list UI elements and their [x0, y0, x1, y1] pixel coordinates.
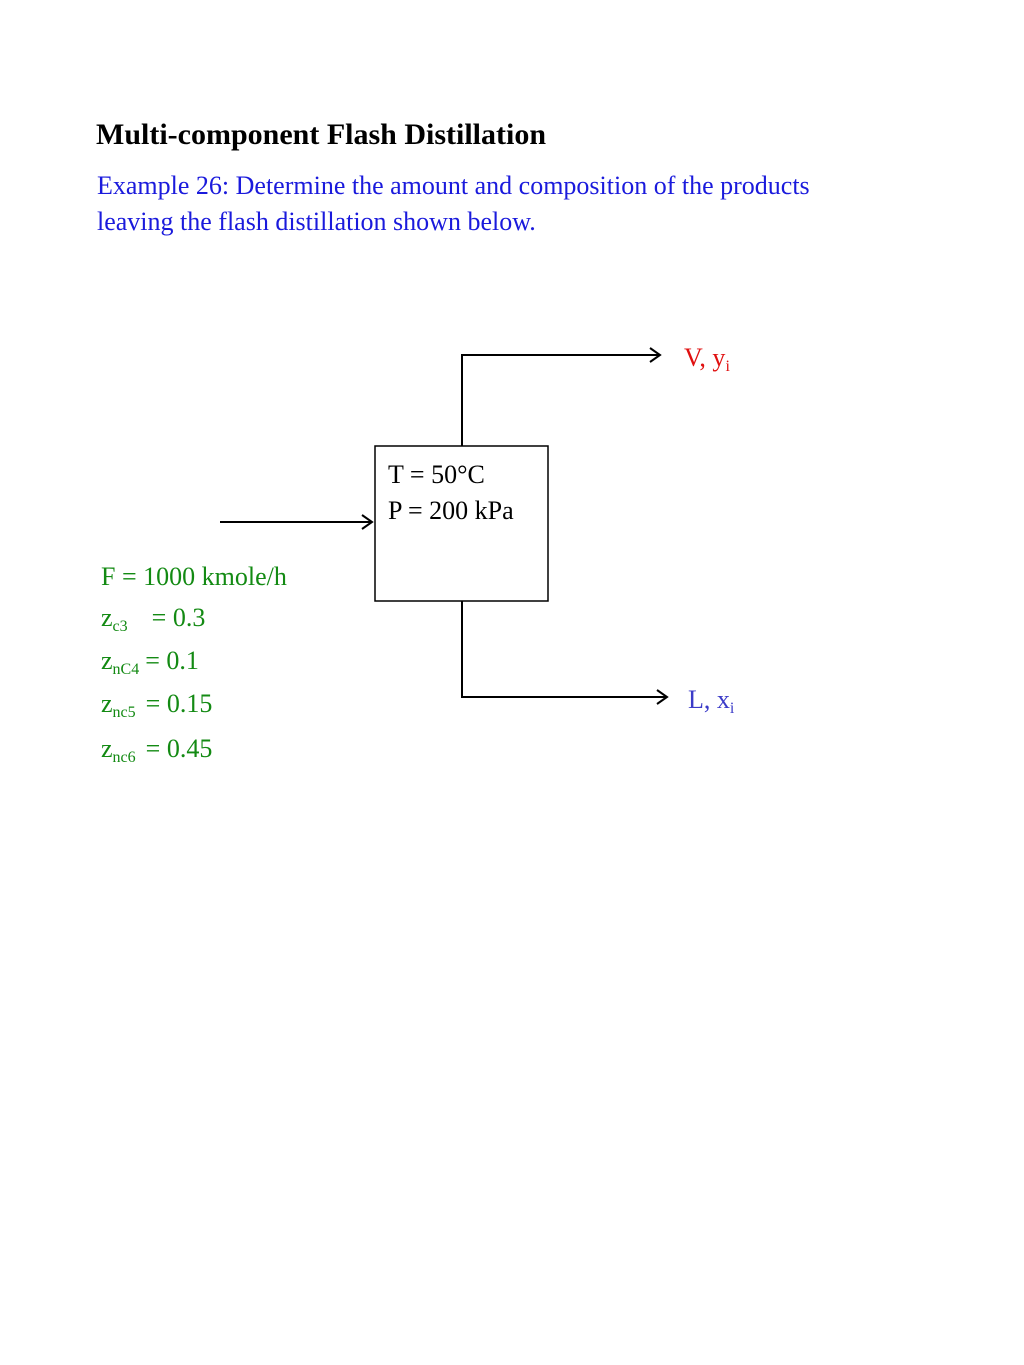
- feed-composition-c3: [101, 603, 205, 633]
- comp-symbol: z: [101, 689, 113, 718]
- feed-flow: F = 1000 kmole/h: [101, 562, 287, 591]
- drum-conditions: [388, 457, 514, 529]
- page-title: Multi-component Flash Distillation: [96, 118, 547, 151]
- vapor-stream-label: [684, 343, 730, 373]
- feed-composition-nc6: [101, 734, 212, 764]
- liquid-stream-label: [688, 685, 734, 715]
- drum-temperature: T = 50°C: [388, 460, 485, 489]
- comp-sub: nC4: [112, 661, 140, 678]
- comp-value: = 0.45: [145, 734, 213, 763]
- vapor-outlet-line: [462, 355, 660, 446]
- liquid-outlet-line: [462, 601, 667, 697]
- comp-sub: nc6: [112, 749, 136, 766]
- comp-symbol: z: [101, 734, 113, 763]
- comp-value: = 0.3: [151, 603, 206, 632]
- comp-value: = 0.1: [145, 646, 199, 675]
- vapor-label-main: V, y: [684, 343, 726, 372]
- comp-symbol: z: [101, 603, 113, 632]
- liquid-label-main: L, x: [688, 685, 730, 714]
- example-line-1: Example 26: Determine the amount and composition of the products: [97, 171, 810, 200]
- feed-composition-nc4: [101, 646, 199, 676]
- comp-sub: c3: [112, 618, 128, 635]
- comp-value: = 0.15: [145, 689, 213, 718]
- liquid-label-sub: i: [729, 700, 735, 717]
- feed-composition-nc5: [101, 689, 212, 719]
- comp-symbol: z: [101, 646, 113, 675]
- comp-sub: nc5: [112, 704, 136, 721]
- drum-pressure: P = 200 kPa: [388, 496, 514, 525]
- vapor-label-sub: i: [725, 358, 730, 375]
- example-line-2: leaving the flash distillation shown below.: [97, 207, 536, 236]
